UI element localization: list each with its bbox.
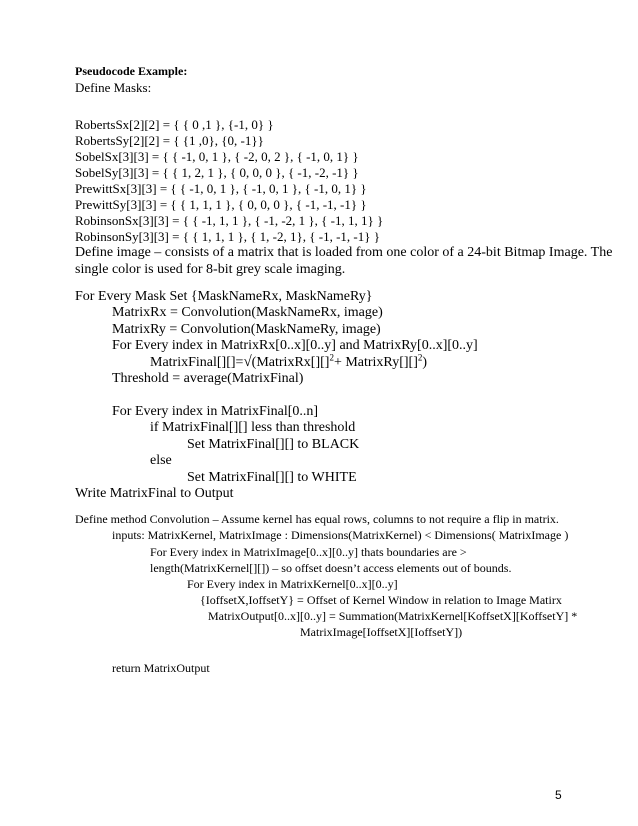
page-number: 5: [555, 788, 562, 802]
mask-prewitt-sy: PrewittSy[3][3] = { { 1, 1, 1 }, { 0, 0, 0 }, { -1, -1, -1} }: [75, 197, 367, 212]
formula-exp-2: 2: [417, 352, 423, 363]
sqrt-symbol: √: [243, 354, 252, 370]
conv-define-method: Define method Convolution – Assume kernel has equal rows, columns to not require a flip in matrix.: [75, 512, 559, 526]
algo-for-every-mask: For Every Mask Set {MaskNameRx, MaskNameRy}: [75, 289, 373, 304]
define-image-line-1: Define image – consists of a matrix that is loaded from one color of a 24-bit Bitmap Image. The: [75, 245, 613, 260]
formula-lhs: MatrixFinal[][]=: [150, 355, 244, 370]
algo-set-black: Set MatrixFinal[][] to BLACK: [187, 437, 360, 452]
conv-matrix-output: MatrixOutput[0..x][0..y] = Summation(MatrixKernel[KoffsetX][KoffsetY] *: [208, 609, 578, 623]
algo-for-every-final: For Every index in MatrixFinal[0..n]: [112, 404, 319, 419]
conv-length-offset: length(MatrixKernel[][]) – so offset doesn’t access elements out of bounds.: [150, 561, 512, 575]
conv-for-every-image-index: For Every index in MatrixImage[0..x][0..y] thats boundaries are >: [150, 545, 467, 559]
define-masks-label: Define Masks:: [75, 80, 152, 95]
define-image-line-2: single color is used for 8-bit grey scale imaging.: [75, 262, 346, 277]
conv-offset-def: {IoffsetX,IoffsetY} = Offset of Kernel Window in relation to Image Matirx: [200, 593, 562, 607]
algo-matrix-rx: MatrixRx = Convolution(MaskNameRx, image): [112, 305, 383, 320]
algo-write-output: Write MatrixFinal to Output: [75, 486, 234, 501]
algo-matrix-ry: MatrixRy = Convolution(MaskNameRy, image): [112, 322, 381, 337]
algo-threshold: Threshold = average(MatrixFinal): [112, 371, 304, 386]
mask-sobel-sx: SobelSx[3][3] = { { -1, 0, 1 }, { -2, 0, 2 }, { -1, 0, 1} }: [75, 149, 359, 164]
conv-matrix-image: MatrixImage[IoffsetX][IoffsetY]): [300, 625, 463, 639]
algo-set-white: Set MatrixFinal[][] to WHITE: [187, 470, 357, 485]
mask-sobel-sy: SobelSy[3][3] = { { 1, 2, 1 }, { 0, 0, 0 }, { -1, -2, -1} }: [75, 165, 359, 180]
algo-if-less: if MatrixFinal[][] less than threshold: [150, 420, 356, 435]
algo-matrix-final-formula: [150, 354, 427, 371]
conv-inputs: inputs: MatrixKernel, MatrixImage : Dimensions(MatrixKernel) < Dimensions( MatrixImage ): [112, 528, 569, 542]
mask-roberts-sy: RobertsSy[2][2] = { {1 ,0}, {0, -1}}: [75, 133, 264, 148]
mask-robinson-sx: RobinsonSx[3][3] = { { -1, 1, 1 }, { -1, -2, 1 }, { -1, 1, 1} }: [75, 213, 384, 228]
formula-ry: + MatrixRy[][]: [333, 355, 418, 370]
conv-for-every-kernel-index: For Every index in MatrixKernel[0..x][0..y]: [187, 577, 398, 591]
conv-return: return MatrixOutput: [112, 661, 210, 675]
formula-close: ): [422, 355, 428, 370]
mask-prewitt-sx: PrewittSx[3][3] = { { -1, 0, 1 }, { -1, 0, 1 }, { -1, 0, 1} }: [75, 181, 367, 196]
mask-roberts-sx: RobertsSx[2][2] = { { 0 ,1 }, {-1, 0} }: [75, 117, 274, 132]
algo-else: else: [150, 453, 172, 468]
formula-rx: (MatrixRx[][]: [251, 355, 330, 370]
formula-exp-1: 2: [329, 352, 334, 363]
algo-for-every-index: For Every index in MatrixRx[0..x][0..y] and MatrixRy[0..x][0..y]: [112, 338, 478, 353]
mask-robinson-sy: RobinsonSy[3][3] = { { 1, 1, 1 }, { 1, -2, 1}, { -1, -1, -1} }: [75, 229, 380, 244]
pseudocode-heading: Pseudocode Example:: [75, 64, 188, 78]
